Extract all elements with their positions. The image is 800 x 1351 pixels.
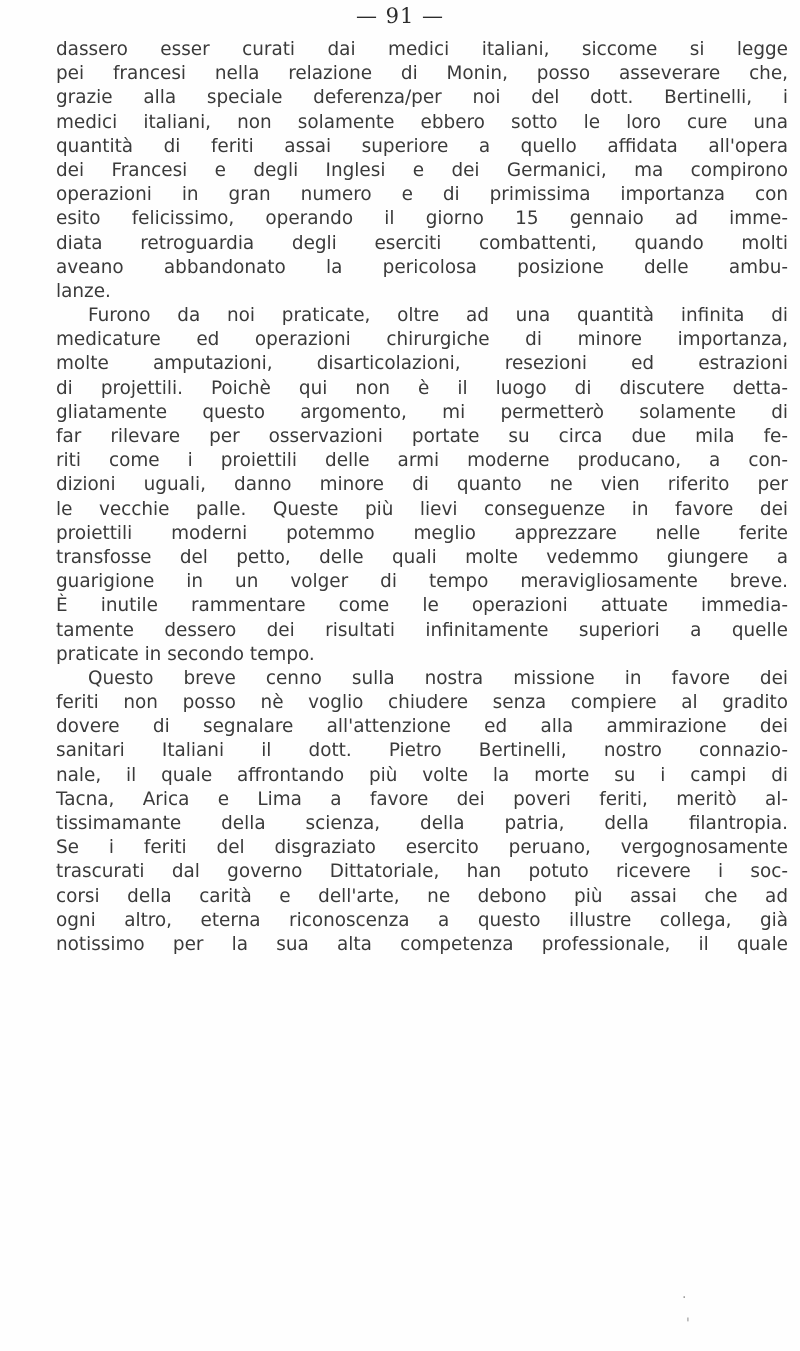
- body-text: [56, 38, 788, 957]
- text-line: praticate in secondo tempo.: [56, 643, 315, 665]
- text-line: le vecchie palle. Queste più lievi conseguenze in favore dei: [56, 498, 788, 520]
- text-line: Tacna, Arica e Lima a favore dei poveri feriti, meritò al-: [56, 788, 788, 810]
- paragraph-3: [56, 667, 788, 957]
- text-line: proiettili moderni potemmo meglio apprezzare nelle ferite: [56, 522, 788, 544]
- text-line: medicature ed operazioni chirurgiche di minore importanza,: [56, 329, 788, 351]
- paragraph-2: [56, 304, 788, 667]
- text-line: notissimo per la sua alta competenza professionale, il quale: [56, 933, 788, 955]
- paragraph-1: [56, 38, 788, 304]
- scan-speck: ·: [682, 1290, 687, 1306]
- text-line: grazie alla speciale deferenza/per noi del dott. Bertinelli, i: [56, 87, 788, 109]
- text-line: molte amputazioni, disarticolazioni, resezioni ed estrazioni: [56, 353, 788, 375]
- text-line: È inutile rammentare come le operazioni attuate immedia-: [56, 595, 788, 617]
- text-line: transfosse del petto, delle quali molte vedemmo giungere a: [56, 546, 788, 568]
- text-line: ogni altro, eterna riconoscenza a questo illustre collega, già: [56, 909, 788, 931]
- text-line: operazioni in gran numero e di primissima importanza con: [56, 184, 788, 206]
- text-line: di projettili. Poichè qui non è il luogo di discutere detta-: [56, 377, 788, 399]
- text-line: Questo breve cenno sulla nostra missione in favore dei: [88, 667, 788, 689]
- text-line: dassero esser curati dai medici italiani, siccome si legge: [56, 39, 788, 60]
- text-line: trascurati dal governo Dittatoriale, han potuto ricevere i soc-: [56, 861, 788, 883]
- text-line: dizioni uguali, danno minore di quanto ne vien riferito per: [56, 474, 788, 496]
- text-line: dei Francesi e degli Inglesi e dei Germanici, ma compirono: [56, 159, 788, 181]
- text-line: gliatamente questo argomento, mi permetterò solamente di: [56, 401, 788, 423]
- text-line: riti come i proiettili delle armi moderne producano, a con-: [56, 450, 788, 472]
- text-line: feriti non posso nè voglio chiudere senza compiere al gradito: [56, 692, 788, 714]
- text-line: medici italiani, non solamente ebbero sotto le loro cure una: [56, 111, 788, 133]
- text-line: aveano abbandonato la pericolosa posizione delle ambu-: [56, 256, 788, 278]
- text-line: dovere di segnalare all'attenzione ed alla ammirazione dei: [56, 716, 788, 738]
- text-line: Se i feriti del disgraziato esercito peruano, vergognosamente: [56, 837, 788, 859]
- text-line: esito felicissimo, operando il giorno 15 gennaio ad imme-: [56, 208, 788, 230]
- text-line: tamente dessero dei risultati infinitamente superiori a quelle: [56, 619, 788, 641]
- text-line: corsi della carità e dell'arte, ne debono più assai che ad: [56, 885, 788, 907]
- text-line: tissimamante della scienza, della patria, della filantropia.: [56, 813, 788, 834]
- text-line: far rilevare per osservazioni portate su circa due mila fe-: [56, 426, 788, 447]
- scan-speck: ': [686, 1316, 690, 1332]
- text-line: diata retroguardia degli eserciti combattenti, quando molti: [56, 232, 788, 254]
- page-number: — 91 —: [355, 4, 445, 28]
- text-line: nale, il quale affrontando più volte la morte su i campi di: [56, 764, 788, 786]
- text-line: pei francesi nella relazione di Monin, posso asseverare che,: [56, 63, 788, 85]
- text-line: lanze.: [56, 280, 111, 302]
- text-line: guarigione in un volger di tempo meravigliosamente breve.: [56, 571, 788, 593]
- text-line: sanitari Italiani il dott. Pietro Bertinelli, nostro connazio-: [56, 740, 788, 762]
- text-line: Furono da noi praticate, oltre ad una quantità infinita di: [88, 305, 788, 327]
- text-line: quantità di feriti assai superiore a quello affidata all'opera: [56, 135, 788, 157]
